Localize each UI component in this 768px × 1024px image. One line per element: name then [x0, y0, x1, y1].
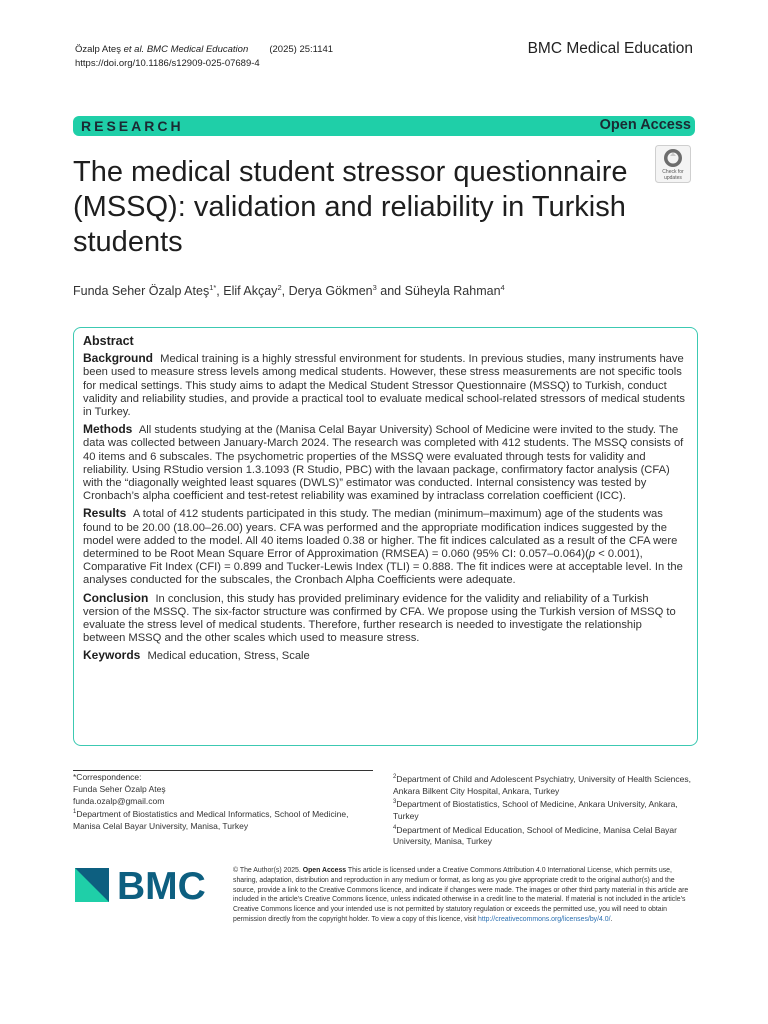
abstract-results: [83, 507, 687, 587]
background-label: Background: [83, 351, 154, 366]
author-conjunction: and: [380, 284, 402, 299]
author-affiliation-sup: 3: [372, 283, 377, 292]
abstract-conclusion: [83, 592, 687, 646]
bmc-logo-mark: [75, 866, 215, 906]
author-affiliation-sup: 4: [500, 283, 505, 292]
header-etal: et al.: [123, 44, 145, 55]
license-body: This article is licensed under a Creative Commons Attribution 4.0 International License, which permits use, sharing, adaptation, distribution and reproduction in any medium or format, as long as you give appropriate credit to the original author(s) and the source, provide a link to the Creative Commons licence, and indicate if changes were made. The images or other third party material in this article are included in the article’s Creative Commons licence, unless indicated otherwise in a credit line to the material. If material is not included in the article’s Creative Commons licence and your intended use is not permitted by statutory regulation or exceeds the permitted use, you will need to obtain permission directly from the copyright holder. To view a copy of this licence, visit: [233, 867, 689, 923]
abstract-heading: Abstract: [83, 334, 134, 348]
correspondence-email[interactable]: funda.ozalp@gmail.com: [73, 795, 165, 806]
abstract-box: [73, 327, 698, 746]
results-p-symbol: p: [588, 548, 596, 561]
author-name[interactable]: Funda Seher Özalp Ateş: [73, 284, 210, 299]
running-header: [75, 43, 333, 71]
header-year-volume: (2025) 25:1141: [269, 44, 334, 55]
conclusion-label: Conclusion: [83, 590, 149, 605]
correspondence-name: Funda Seher Özalp Ateş: [73, 783, 166, 794]
author-affiliation-sup: 1*: [209, 283, 217, 292]
conclusion-text: In conclusion, this study has provided preliminary evidence for the validity and reliability of a Turkish version of the MSSQ. The six-factor structure was confirmed by CFA. We propose using the Turkish version of MSSQ to evaluate the stress level of medical students. Therefore, further research is needed to investigate the relationship between MSSQ and the other scales which used to measure stress.: [83, 592, 676, 645]
affiliation-sup: 4: [393, 824, 397, 831]
abstract-background: [83, 352, 687, 419]
bmc-logo-text: BMC: [117, 866, 206, 906]
header-journal: BMC Medical Education: [146, 44, 249, 55]
author-name[interactable]: Elif Akçay: [223, 284, 278, 299]
license-text: [233, 866, 695, 925]
doi-link[interactable]: https://doi.org/10.1186/s12909-025-07689-4: [75, 58, 260, 69]
methods-label: Methods: [83, 422, 133, 437]
affiliation-text: Department of Biostatistics, School of Medicine, Ankara University, Ankara, Turkey: [393, 799, 678, 822]
author-name[interactable]: Süheyla Rahman: [404, 284, 501, 299]
affiliation-3: [393, 797, 693, 822]
author-name[interactable]: Derya Gökmen: [288, 284, 373, 299]
affiliation-1: [73, 807, 378, 832]
citation-line: [75, 43, 333, 57]
affiliation-4: [393, 823, 693, 848]
results-text-continued: < 0.001), Comparative Fit Index (CFI) = 0.899 and Tucker-Lewis Index (TLI) = 0.888. The fit indices were at acceptable level. In the analyses conducted for the subscales, the Cronbach Alpha Coefficients were adequate.: [83, 548, 683, 587]
abstract-keywords: [83, 649, 687, 663]
license-end: .: [610, 915, 613, 923]
results-label: Results: [83, 506, 127, 521]
author-list: Funda Seher Özalp Ateş$^{1*}$, Elif Akçay$^2$, Derya Gökmen$^3$ and Süheyla Rahman$^4$: [73, 283, 505, 299]
badge-label-1: Check for: [662, 169, 684, 175]
affiliation-sup: 2: [393, 774, 397, 780]
footnotes-left: [73, 772, 378, 833]
affiliation-sup: 3: [393, 799, 397, 806]
affiliation-text: Department of Child and Adolescent Psychiatry, University of Health Sciences, Ankara Bilkent City Hospital, Ankara, Turkey: [393, 773, 691, 796]
background-text: Medical training is a highly stressful environment for students. In previous studies, many instruments have been used to measure stress levels among medical students. However, these stress measurements are not specific tools for medical settings. This study aims to adapt the Medical Student Stressor Questionnaire (MSSQ) to Turkish, conduct validity and reliability studies, and provide a practical tool to evaluate medical school-related stressors of medical students in Turkey.: [83, 353, 685, 419]
affiliation-sup: 1: [73, 809, 77, 816]
bmc-logo: [75, 866, 215, 906]
footnotes-right: [393, 772, 693, 848]
article-title: The medical student stressor questionnaire (MSSQ): validation and reliability in Turkish students: [73, 156, 628, 258]
section-label: RESEARCH: [81, 118, 184, 134]
correspondence-label: *Correspondence:: [73, 772, 142, 782]
check-for-updates-badge[interactable]: [655, 145, 691, 183]
footnote-divider: [73, 770, 373, 771]
header-authors: Özalp Ateş: [75, 44, 121, 55]
check-for-updates-icon: [655, 145, 691, 183]
license-open-access: Open Access: [302, 867, 347, 874]
results-text: A total of 412 students participated in this study. The median (minimum–maximum) age of the students was found to be 20.00 (18.00–26.00) years. CFA was performed and the appropriate modification indices suggested by the model were added to the model. All 40 items loaded 0.38 or higher. The fit indices calculated as a result of the CFA were determined to be Root Mean Square Error of Approximation (RMSEA) = 0.060 (95% CI: 0.057–0.064)(: [83, 508, 678, 561]
abstract-methods: [83, 423, 687, 503]
copyright-notice: © The Author(s) 2025.: [233, 867, 301, 874]
author-affiliation-sup: 2: [277, 283, 282, 292]
license-link[interactable]: http://creativecommons.org/licenses/by/4.0/: [477, 915, 611, 923]
keywords-label: Keywords: [83, 648, 141, 663]
journal-name: BMC Medical Education: [527, 40, 693, 57]
affiliation-text: Department of Biostatistics and Medical Informatics, School of Medicine, Manisa Celal Bayar University, Manisa, Turkey: [73, 809, 349, 832]
keywords-text: Medical education, Stress, Scale: [147, 650, 310, 663]
open-access-label: Open Access: [599, 117, 691, 133]
badge-label-2: updates: [664, 175, 682, 181]
affiliation-text: Department of Medical Education, School of Medicine, Manisa Celal Bayar University, Manisa, Turkey: [393, 824, 677, 847]
affiliation-2: [393, 772, 693, 797]
methods-text: All students studying at the (Manisa Celal Bayar University) School of Medicine were invited to the study. The data was collected between January-March 2024. The research was completed with 412 students. The MSSQ consists of 40 items and 6 subscales. The psychometric properties of the MSSQ were evaluated through tests for validity and reliability. Using RStudio version 1.3.1093 (R Studio, PBC) with the lavaan package, confirmatory factor analysis (CFA) with the “diagonally weighted least squares (DWLS)” estimator was conducted. Internal consistency was tested by Cronbach’s alpha coefficient and test-retest reliability was examined by intraclass correlation coefficient (ICC).: [83, 424, 684, 503]
section-band: [73, 116, 695, 136]
